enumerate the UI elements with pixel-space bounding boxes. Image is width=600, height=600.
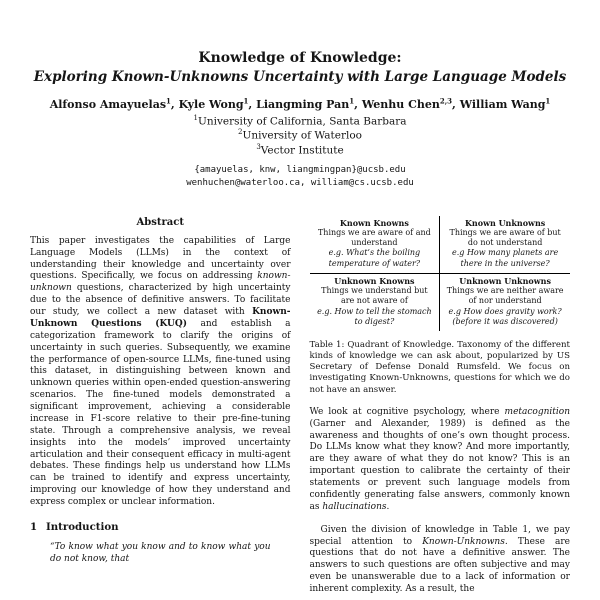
section-number: 1 <box>30 520 38 533</box>
author-affil-marker: 2,3 <box>439 96 453 105</box>
author: Alfonso Amayuelas$^1$, <box>49 96 179 111</box>
author: Wenhu Chen$^{2,3}$, <box>361 96 460 111</box>
author: William Wang$^1$ <box>459 96 551 111</box>
paper-subtitle: Exploring Known-Unknowns Uncertainty with Large Language Models <box>33 69 567 85</box>
affiliation-line: $^2$University of Waterloo <box>238 128 362 142</box>
intro-quote: “To know what you know and to know what you do not know, that <box>50 542 271 565</box>
cell-body: Things we understand but are not aware of <box>321 286 428 306</box>
email-line: {amayuelas, knw, liangmingpan}@ucsb.edu <box>194 164 406 175</box>
email-line: wenhuchen@waterloo.ca, william@cs.ucsb.edu <box>186 177 414 188</box>
table-cell-unknown-knowns <box>310 273 440 331</box>
emphasis-metacognition: metacognition <box>504 406 570 417</box>
emphasis-kuq: Known-Unknown Questions (KUQ) <box>30 307 291 329</box>
abstract-heading: Abstract <box>136 216 184 228</box>
table-row <box>310 216 571 274</box>
cell-title: Unknown Knowns <box>334 275 415 286</box>
emphasis-known-unknown: known-unknown <box>30 271 291 294</box>
intro-paragraph-1: We look at cognitive psychology, where metacognition (Garner and Alexander, 1989) is defined as the awareness and thoughts of one’s own thought process. Do LLMs know what they know? And more importantly, are they aware of what they do not know? This is an important question to calibrate the certainty of their statements or prevent such language models from confidently generating false answers, commonly known as hallucinations. <box>309 406 570 512</box>
section-title: Introduction <box>46 520 119 533</box>
author: Liangming Pan$^1$, <box>256 96 362 111</box>
table-1-quadrant-of-knowledge <box>310 216 571 331</box>
table-cell-known-knowns <box>310 216 440 274</box>
table-row <box>310 273 571 331</box>
author-emails <box>0 164 600 190</box>
right-column <box>310 214 571 596</box>
cell-title: Unknown Unknowns <box>459 275 551 286</box>
section-1-heading <box>30 521 291 534</box>
author-affil-marker: 1 <box>545 96 551 105</box>
cell-example: e.g. How to tell the stomach to digest? <box>317 306 432 326</box>
paper-header <box>0 0 600 190</box>
emphasis-known-unknowns: Known-Unknowns <box>422 536 505 547</box>
affiliation-line: $^1$University of California, Santa Barbara <box>193 113 407 128</box>
paper-title: Knowledge of Knowledge: <box>198 50 402 66</box>
table-cell-known-unknowns <box>440 216 570 274</box>
emphasis-hallucinations: hallucinations <box>322 501 387 512</box>
author-line <box>0 96 600 111</box>
author: Kyle Wong$^1$, <box>178 96 257 111</box>
abstract-text: This paper investigates the capabilities of Large Language Models (LLMs) in the context of understanding their knowledge and uncertainty over questions. Specifically, we focus on addressing known-unknown questions, characterized by high uncertainty due to the absence of definitive answers. To facilitate our study, we collect a new dataset with Known-Unknown Questions (KUQ) and establish a categorization framework to clarify the origins of uncertainty in such queries. Subsequently, we examine the performance of open-source LLMs, fine-tuned using this dataset, in distinguishing between known and unknown queries within open-ended question-answering scenarios. The fine-tuned models demonstrated a significant improvement, achieving a considerable increase in F1-score relative to their pre-fine-tuning state. Through a comprehensive analysis, we reveal insights into the models’ improved uncertainty articulation and their consequent efficacy in multi-agent debates. These findings help us understand how LLMs can be trained to identify and express uncertainty, improving our knowledge of how they understand and express complex or unclear information. <box>30 235 291 508</box>
cell-example: e.g. What’s the boiling temperature of water? <box>328 248 421 268</box>
intro-paragraph-2: Given the division of knowledge in Table 1, we pay special attention to Known-Unknowns. These are questions that do not have a definitive answer. The answers to such questions are often subjective and may even be unanswerable due to a lack of information or inherent complexity. As a result, the <box>309 524 570 595</box>
author-affil-marker: 1 <box>349 96 355 105</box>
cell-title: Known Unknowns <box>464 217 546 228</box>
author-affil-marker: 1 <box>243 96 249 105</box>
cell-body: Things we are aware of but do not understand <box>449 227 561 248</box>
table-cell-unknown-unknowns <box>440 273 570 331</box>
cell-title: Known Knowns <box>339 217 409 228</box>
affiliation-line: $^3$Vector Institute <box>256 142 344 157</box>
affiliations <box>0 114 600 158</box>
cell-body: Things we are neither aware of nor understand <box>446 286 564 306</box>
cell-example: e.g How does gravity work? (before it was discovered) <box>448 306 562 326</box>
table-1-caption: Table 1: Quadrant of Knowledge. Taxonomy of the different kinds of knowledge we can ask about, popularized by US Secretary of Defense Donald Rumsfeld. We focus on investigating Known-Unknowns, questions for which we do not have an answer. <box>309 339 570 395</box>
cell-body: Things we are aware of and understand <box>317 227 431 248</box>
cell-example: e.g How many planets are there in the universe? <box>452 248 559 268</box>
two-column-body <box>0 214 600 596</box>
left-column <box>30 214 291 596</box>
author-affil-marker: 1 <box>166 96 171 105</box>
